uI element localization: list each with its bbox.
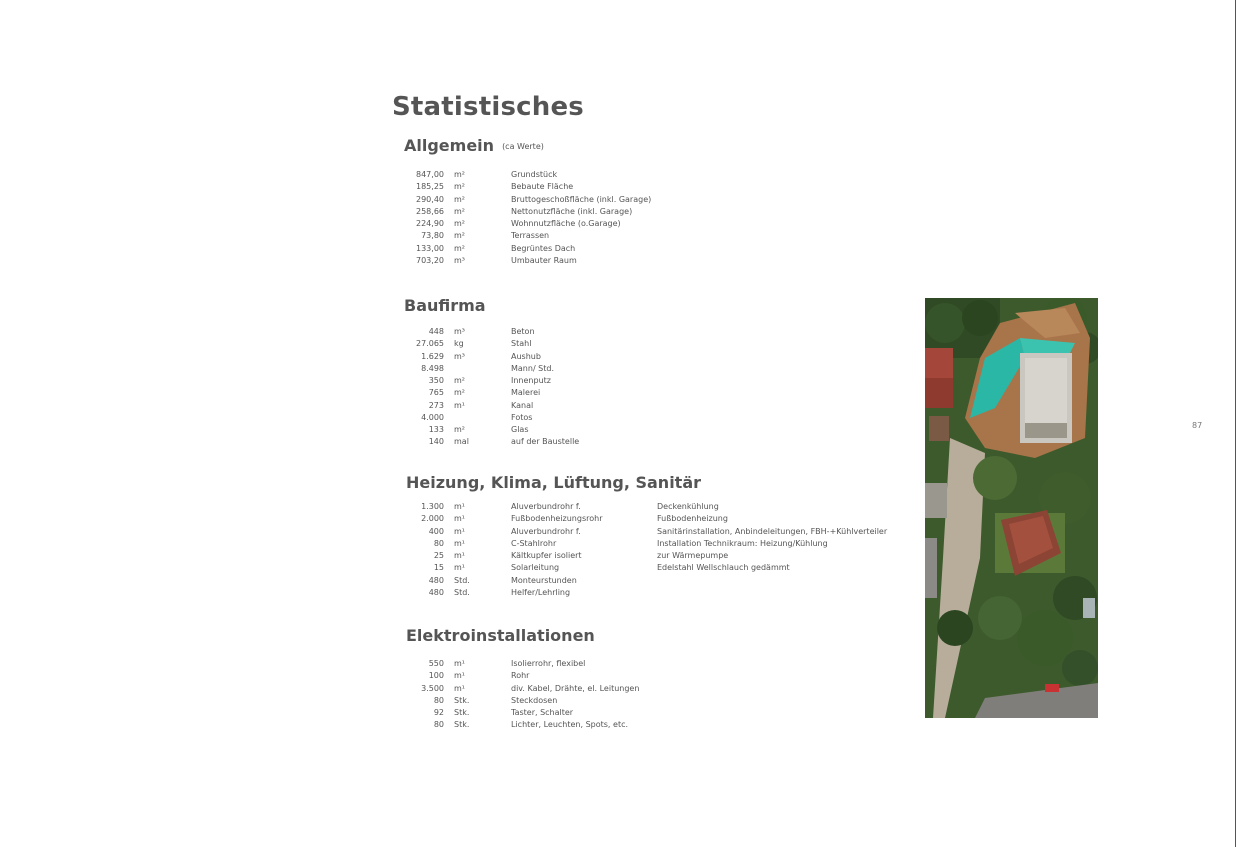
row-value: 185,25 [416,182,444,192]
row-unit: m³ [454,351,465,361]
table-row [400,338,920,350]
table-row [400,513,920,525]
row-unit: Std. [454,587,470,597]
row-description: auf der Baustelle [511,437,580,447]
row-unit: m² [454,425,465,434]
row-unit: m² [454,170,465,179]
row-unit: m² [454,219,465,228]
row-value: 224,90 [416,219,444,228]
row-description: Solarleitung [511,563,560,573]
table-hkls [400,501,920,599]
row-value: 550 [428,659,444,668]
row-unit: m² [454,388,465,398]
row-description: Mann/ Std. [511,363,555,373]
row-description: Fußbodenheizungsrohr [511,514,603,524]
row-unit: m¹ [454,683,465,693]
section-title-elektro: Elektroinstallationen [406,626,595,645]
row-description: Helfer/Lehrling [511,587,571,597]
row-description: Isolierrohr, flexibel [511,659,586,668]
row-value: 847,00 [416,170,444,179]
row-unit: m³ [454,327,465,336]
table-row [400,206,920,218]
row-unit: m³ [454,255,465,265]
row-value: 2.000 [421,514,444,524]
row-value: 80 [433,695,444,705]
row-unit: m² [454,206,465,216]
row-unit: Std. [454,575,470,585]
row-value: 400 [428,526,444,536]
row-description: Malerei [511,388,541,398]
row-value: 703,20 [416,255,444,265]
row-description: Taster, Schalter [511,708,574,717]
row-value: 25 [433,551,444,560]
table-row [400,255,920,267]
table-row [400,538,920,550]
table-row [400,587,920,599]
row-unit: Stk. [454,720,470,730]
row-unit: m² [454,182,465,192]
row-purpose: Sanitärinstallation, Anbindeleitungen, FBH-+Kühlverteiler [657,526,888,536]
row-description: Terrassen [511,231,550,241]
table-row [400,707,920,719]
row-unit: m² [454,194,465,204]
table-row [400,375,920,387]
row-description: Umbauter Raum [511,255,577,265]
row-value: 480 [428,575,444,585]
row-value: 1.300 [421,502,444,511]
table-row [400,670,920,682]
row-description: Kältkupfer isoliert [511,551,582,560]
row-description: Glas [511,425,529,434]
row-unit: m² [454,243,465,253]
page-number: 87 [1192,421,1203,430]
row-description: Nettonutzfläche (inkl. Garage) [511,206,633,216]
row-value: 73,80 [421,231,444,241]
row-description: Aushub [511,351,541,361]
row-description: Lichter, Leuchten, Spots, etc. [511,720,629,730]
row-value: 290,40 [416,194,444,204]
table-row [400,326,920,338]
table-row [400,683,920,695]
row-unit: mal [454,437,469,447]
row-value: 273 [428,400,444,410]
section-note-allgemein: (ca Werte) [502,142,544,151]
row-value: 8.498 [421,363,444,373]
section-title-allgemein [404,136,544,155]
row-description: Aluverbundrohr f. [511,502,581,511]
row-description: Beton [511,327,535,336]
page-title: Statistisches [392,92,584,122]
row-unit: m² [454,231,465,241]
row-unit: m¹ [454,563,465,573]
row-value: 258,66 [416,206,444,216]
table-row [400,243,920,255]
row-description: Fotos [511,412,533,422]
row-description: Monteurstunden [511,575,577,585]
table-row [400,181,920,193]
table-row [400,169,920,181]
row-value: 80 [433,720,444,730]
table-row [400,436,920,448]
table-row [400,387,920,399]
row-unit: Stk. [454,708,470,717]
row-description: Bebaute Fläche [511,182,574,192]
row-unit: m² [454,376,465,385]
table-row [400,526,920,538]
row-value: 4.000 [421,412,444,422]
table-row [400,695,920,707]
row-purpose: Fußbodenheizung [657,514,728,524]
row-unit: m¹ [454,502,465,511]
row-purpose: zur Wärmepumpe [657,551,729,560]
row-purpose: Installation Technikraum: Heizung/Kühlung [657,538,828,548]
row-unit: kg [454,339,464,349]
row-value: 1.629 [421,351,444,361]
table-row [400,575,920,587]
table-row [400,719,920,731]
row-description: Rohr [511,671,530,681]
table-row [400,363,920,375]
table-elektro [400,658,920,732]
row-description: Steckdosen [511,695,558,705]
row-value: 140 [428,437,444,447]
row-value: 480 [428,587,444,597]
section-title-baufirma: Baufirma [404,296,486,315]
row-purpose: Edelstahl Wellschlauch gedämmt [657,563,790,573]
row-purpose: Deckenkühlung [657,502,719,511]
table-allgemein [400,169,920,267]
row-value: 100 [428,671,444,681]
row-value: 92 [433,708,444,717]
row-description: Stahl [511,339,532,349]
row-description: Kanal [511,400,534,410]
row-unit: m¹ [454,526,465,536]
table-row [400,501,920,513]
table-row [400,550,920,562]
aerial-site-photo [925,298,1098,718]
row-value: 133,00 [416,243,444,253]
row-description: Bruttogeschoßfläche (inkl. Garage) [511,194,652,204]
table-row [400,424,920,436]
row-unit: m¹ [454,671,465,681]
table-baufirma [400,326,920,449]
row-unit: Stk. [454,695,470,705]
row-value: 80 [433,538,444,548]
row-unit: m¹ [454,551,465,560]
row-description: div. Kabel, Drähte, el. Leitungen [511,683,640,693]
row-unit: m¹ [454,538,465,548]
row-description: Wohnnutzfläche (o.Garage) [511,219,621,228]
row-description: C-Stahlrohr [511,538,557,548]
table-row [400,218,920,230]
row-unit: m¹ [454,659,465,668]
row-unit: m¹ [454,514,465,524]
row-description: Aluverbundrohr f. [511,526,581,536]
row-value: 448 [428,327,444,336]
table-row [400,412,920,424]
row-value: 27.065 [416,339,444,349]
row-value: 3.500 [421,683,444,693]
row-value: 350 [428,376,444,385]
table-row [400,194,920,206]
table-row [400,562,920,574]
row-unit: m¹ [454,400,465,410]
row-description: Begrüntes Dach [511,243,576,253]
row-description: Grundstück [511,170,558,179]
section-title-allgemein-text: Allgemein [404,136,495,155]
row-value: 765 [428,388,444,398]
table-row [400,230,920,242]
table-row [400,351,920,363]
table-row [400,400,920,412]
row-value: 15 [433,563,444,573]
row-description: Innenputz [511,376,551,385]
row-value: 133 [428,425,444,434]
table-row [400,658,920,670]
section-title-hkls: Heizung, Klima, Lüftung, Sanitär [406,473,702,492]
